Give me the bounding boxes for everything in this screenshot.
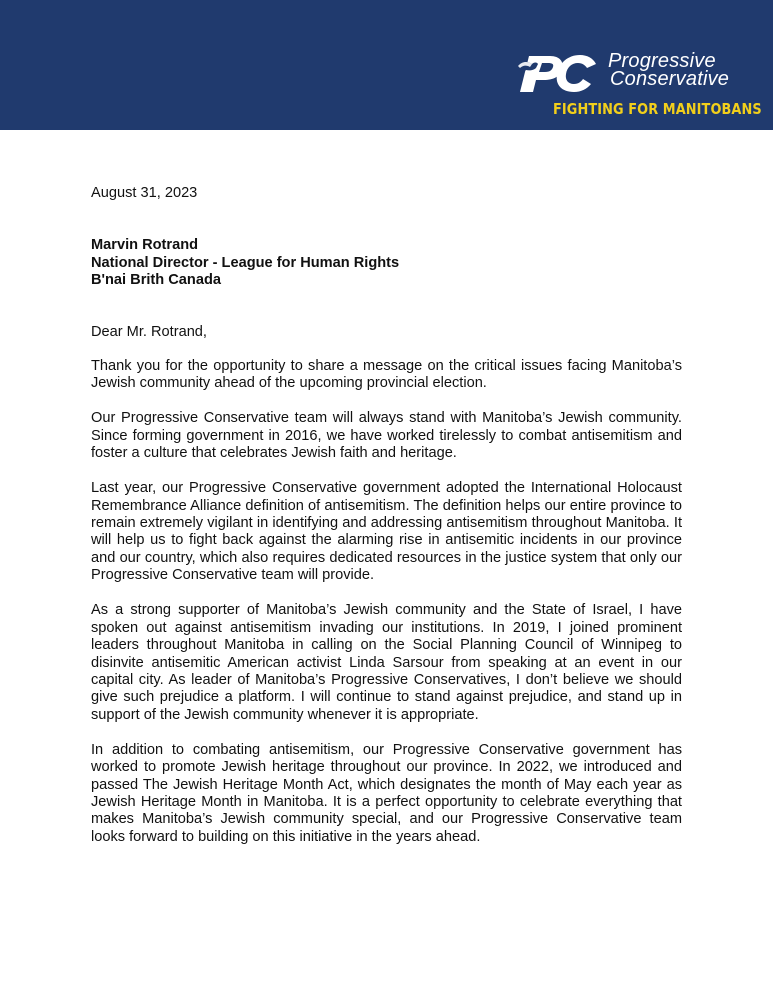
recipient-name: Marvin Rotrand (91, 237, 199, 254)
body-paragraph: In addition to combating antisemitism, our Progressive Conservative government has worked to promote Jewish heritage throughout our province. In 2022, we introduced and passed The Jewish Heritage Month Act, which designates the month of May each year as Jewish Heritage Month in Manitoba. It is a perfect opportunity to celebrate everything that makes Manitoba’s Jewish community special, and our Progressive Conservative team looks forward to building on this initiative in the years ahead. (91, 741, 682, 845)
recipient-organization: B'nai Brith Canada (91, 272, 221, 289)
party-name-wordmark (608, 52, 748, 88)
body-paragraph: Our Progressive Conservative team will always stand with Manitoba’s Jewish community. Since forming government in 2016, we have worked tirelessly to combat antisemitism and foster a culture that celebrates Jewish faith and heritage. (91, 410, 682, 462)
party-tagline: FIGHTING FOR MANITOBANS (553, 100, 762, 118)
wordmark-line-progressive: Progressive (608, 50, 716, 72)
recipient-block (91, 237, 682, 289)
wordmark-line-conservative: Conservative (610, 68, 730, 90)
letter-date: August 31, 2023 (91, 185, 198, 201)
body-paragraph: As a strong supporter of Manitoba’s Jewish community and the State of Israel, I have spoken out against antisemitism invading our institutions. In 2019, I joined prominent leaders throughout Manitoba in calling on the Social Planning Council of Winnipeg to disinvite antisemitic American activist Linda Sarsour from speaking at an event in our capital city. As leader of Manitoba’s Progressive Conservatives, I don’t believe we should give such prejudice a platform. I will continue to stand against prejudice, and stand up in support of the Jewish community whenever it is appropriate. (91, 602, 682, 723)
letterhead-banner (0, 0, 773, 130)
body-paragraph: Thank you for the opportunity to share a message on the critical issues facing Manitoba’s Jewish community ahead of the upcoming provincial election. (91, 358, 682, 392)
pc-monogram-logo-icon (510, 52, 600, 94)
party-logo (510, 50, 762, 125)
salutation: Dear Mr. Rotrand, (91, 323, 207, 340)
letter-body (91, 185, 682, 864)
body-paragraph: Last year, our Progressive Conservative government adopted the International Holocaust Remembrance Alliance definition of antisemitism. The definition helps our entire province to remain extremely vigilant in identifying and addressing antisemitism throughout Manitoba. It will help us to fight back against the alarming rise in antisemitic incidents in our province and our country, which also requires dedicated resources in the justice system that only our Progressive Conservative team will provide. (91, 480, 682, 584)
recipient-title: National Director - League for Human Rights (91, 254, 400, 271)
